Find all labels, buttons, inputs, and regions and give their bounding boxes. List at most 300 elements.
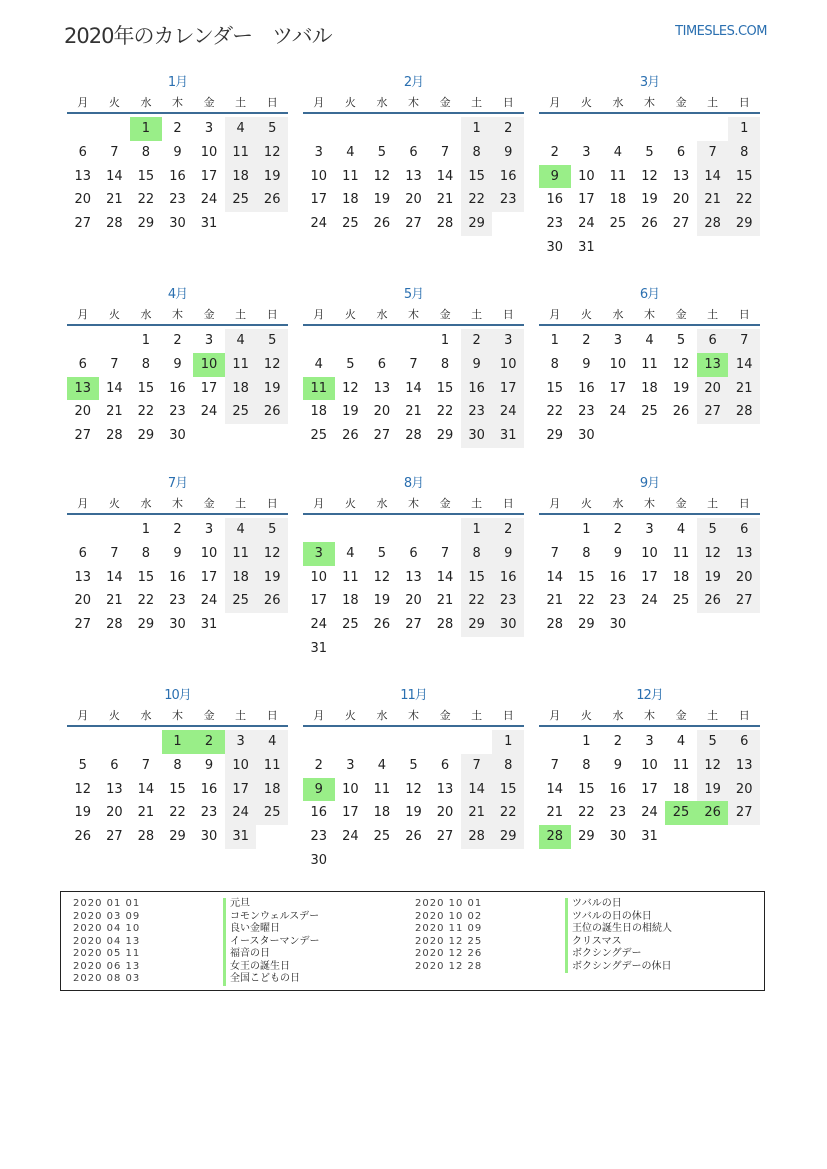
weekday-label: 火 <box>580 308 592 321</box>
day-cell: 29 <box>546 428 564 444</box>
month-name: 7月 <box>167 476 188 491</box>
weekday-label: 日 <box>738 709 750 722</box>
day-cell: 14 <box>405 380 422 396</box>
day-cell: 27 <box>697 400 729 424</box>
weekday-label: 木 <box>408 96 420 109</box>
holiday-day-cell: 26 <box>697 801 729 825</box>
holiday-name: 元旦 <box>223 898 250 911</box>
day-cell: 6 <box>78 144 87 160</box>
day-cell: 2 <box>492 518 524 542</box>
day-cell: 22 <box>728 188 760 212</box>
day-cell: 19 <box>373 192 391 208</box>
day-cell: 19 <box>373 593 391 609</box>
day-cell: 17 <box>225 778 257 802</box>
day-cell: 26 <box>641 216 658 232</box>
day-cell: 3 <box>645 734 654 749</box>
weekday-label: 水 <box>376 709 388 722</box>
day-cell: 20 <box>405 593 422 609</box>
day-cell: 23 <box>492 188 524 212</box>
day-cell: 2 <box>550 144 559 160</box>
day-cell: 17 <box>342 805 359 821</box>
day-cell: 25 <box>641 404 658 420</box>
day-cell: 2 <box>314 757 323 773</box>
day-cell: 20 <box>436 805 454 821</box>
day-cell: 11 <box>225 542 257 566</box>
day-cell: 18 <box>672 781 690 797</box>
day-cell: 8 <box>461 542 493 566</box>
weekday-label: 土 <box>707 308 719 321</box>
day-cell: 23 <box>609 805 627 821</box>
legend-row <box>73 911 320 924</box>
day-cell: 19 <box>342 404 359 420</box>
weekday-label: 日 <box>502 96 514 109</box>
weekday-label: 日 <box>266 308 278 321</box>
day-cell: 15 <box>461 566 493 590</box>
weekday-label: 水 <box>376 96 388 109</box>
day-cell: 22 <box>137 192 155 208</box>
day-cell: 12 <box>74 781 92 797</box>
day-cell: 24 <box>578 216 595 232</box>
day-cell: 1 <box>550 333 559 348</box>
legend-row <box>415 936 672 949</box>
holiday-name: 福音の日 <box>223 948 270 961</box>
day-cell: 15 <box>436 380 454 396</box>
day-cell: 21 <box>405 404 422 420</box>
weekday-label: 土 <box>707 96 719 109</box>
day-cell: 17 <box>200 380 218 396</box>
weekday-label: 金 <box>203 96 215 109</box>
day-cell: 21 <box>106 404 123 420</box>
holiday-name: クリスマス <box>565 936 622 949</box>
day-cell: 2 <box>173 333 182 348</box>
day-cell: 17 <box>200 569 218 585</box>
weekday-label: 月 <box>313 308 325 321</box>
holiday-date: 2020 05 11 <box>73 948 141 959</box>
day-cell: 11 <box>342 168 359 184</box>
day-cell: 10 <box>578 168 595 184</box>
day-cell: 10 <box>641 757 658 773</box>
day-cell: 19 <box>405 805 422 821</box>
day-cell: 28 <box>137 829 155 845</box>
legend-row <box>415 911 672 924</box>
day-cell: 23 <box>200 805 218 821</box>
day-cell: 2 <box>173 121 182 136</box>
weekday-label: 木 <box>172 709 184 722</box>
day-cell: 14 <box>106 569 123 585</box>
legend-row <box>73 936 320 949</box>
day-cell: 13 <box>74 168 92 184</box>
day-cell: 25 <box>342 216 359 232</box>
day-cell: 27 <box>436 829 454 845</box>
day-cell: 7 <box>110 545 119 561</box>
day-cell: 11 <box>373 781 391 797</box>
weekday-label: 水 <box>140 96 152 109</box>
holiday-date: 2020 10 01 <box>415 898 483 909</box>
holiday-date: 2020 04 10 <box>73 923 141 934</box>
month-name: 5月 <box>403 287 424 302</box>
day-cell: 22 <box>461 589 493 613</box>
day-cell: 14 <box>728 353 760 377</box>
legend-row <box>415 948 672 961</box>
day-cell: 23 <box>310 829 328 845</box>
day-cell: 4 <box>314 356 323 372</box>
holiday-day-cell: 28 <box>539 825 571 849</box>
day-cell: 24 <box>342 829 359 845</box>
day-cell: 14 <box>436 569 454 585</box>
day-cell: 7 <box>110 356 119 372</box>
day-cell: 20 <box>672 192 690 208</box>
day-cell: 14 <box>697 165 729 189</box>
weekday-label: 日 <box>738 308 750 321</box>
day-cell: 31 <box>492 424 524 448</box>
day-cell: 18 <box>609 192 627 208</box>
day-cell: 30 <box>609 617 627 633</box>
day-cell: 7 <box>110 144 119 160</box>
days-grid <box>303 329 524 448</box>
weekday-label: 土 <box>707 709 719 722</box>
holiday-date: 2020 01 01 <box>73 898 141 909</box>
day-cell: 20 <box>106 805 123 821</box>
weekday-label: 日 <box>738 497 750 510</box>
day-cell: 4 <box>676 734 686 749</box>
day-cell: 8 <box>582 545 591 561</box>
day-cell: 8 <box>492 754 524 778</box>
day-cell: 25 <box>373 829 391 845</box>
day-cell: 25 <box>256 801 288 825</box>
weekday-label: 金 <box>203 308 215 321</box>
day-cell: 19 <box>697 566 729 590</box>
day-cell: 18 <box>225 165 257 189</box>
day-cell: 12 <box>697 754 729 778</box>
weekday-label: 金 <box>439 709 451 722</box>
day-cell: 11 <box>225 353 257 377</box>
day-cell: 3 <box>582 144 591 160</box>
day-cell: 1 <box>461 117 493 141</box>
weekday-header <box>303 495 524 515</box>
day-cell: 3 <box>645 522 654 537</box>
day-cell: 17 <box>310 593 328 609</box>
day-cell: 25 <box>225 589 257 613</box>
month-block <box>303 473 524 661</box>
day-cell: 6 <box>676 144 686 160</box>
day-cell: 29 <box>578 617 595 633</box>
day-cell: 22 <box>492 801 524 825</box>
day-cell: 6 <box>440 757 450 773</box>
day-cell: 7 <box>550 757 559 773</box>
day-cell: 11 <box>256 754 288 778</box>
weekday-header <box>303 306 524 326</box>
month-name: 10月 <box>164 688 191 703</box>
day-cell: 24 <box>310 216 328 232</box>
day-cell: 12 <box>697 542 729 566</box>
day-cell: 15 <box>137 168 155 184</box>
day-cell: 27 <box>728 589 760 613</box>
weekday-label: 木 <box>644 497 656 510</box>
weekday-label: 木 <box>408 308 420 321</box>
days-grid <box>67 518 288 637</box>
day-cell: 20 <box>728 778 760 802</box>
day-cell: 5 <box>78 757 87 773</box>
weekday-label: 木 <box>644 96 656 109</box>
day-cell: 8 <box>582 757 591 773</box>
weekday-label: 土 <box>235 709 247 722</box>
day-cell: 13 <box>405 168 422 184</box>
holiday-name: ツバルの日の休日 <box>565 911 652 924</box>
weekday-label: 金 <box>203 497 215 510</box>
day-cell: 5 <box>377 144 387 160</box>
day-cell: 3 <box>492 329 524 353</box>
days-grid <box>303 518 524 661</box>
day-cell: 8 <box>461 141 493 165</box>
day-cell: 11 <box>609 168 627 184</box>
day-cell: 25 <box>609 216 627 232</box>
days-grid <box>67 329 288 448</box>
day-cell: 15 <box>546 380 564 396</box>
day-cell: 17 <box>200 168 218 184</box>
day-cell: 15 <box>461 165 493 189</box>
day-cell: 7 <box>728 329 760 353</box>
weekday-label: 火 <box>580 497 592 510</box>
day-cell: 15 <box>137 569 155 585</box>
day-cell: 10 <box>342 781 359 797</box>
month-block <box>303 685 524 873</box>
holiday-legend <box>60 891 765 991</box>
day-cell: 26 <box>373 216 391 232</box>
day-cell: 18 <box>342 192 359 208</box>
days-grid <box>67 730 288 849</box>
day-cell: 13 <box>106 781 123 797</box>
day-cell: 8 <box>173 757 182 773</box>
weekday-label: 水 <box>612 96 624 109</box>
holiday-name: ボクシングデーの休日 <box>565 961 672 974</box>
day-cell: 27 <box>74 216 92 232</box>
day-cell: 28 <box>106 428 123 444</box>
day-cell: 17 <box>609 380 627 396</box>
day-cell: 2 <box>461 329 493 353</box>
day-cell: 25 <box>225 188 257 212</box>
weekday-label: 日 <box>266 497 278 510</box>
holiday-date: 2020 06 13 <box>73 960 141 972</box>
weekday-label: 日 <box>266 709 278 722</box>
day-cell: 29 <box>492 825 524 849</box>
day-cell: 30 <box>578 428 595 444</box>
day-cell: 29 <box>137 216 155 232</box>
day-cell: 24 <box>200 593 218 609</box>
day-cell: 3 <box>613 333 623 348</box>
holiday-day-cell: 2 <box>193 730 225 754</box>
day-cell: 12 <box>256 353 288 377</box>
day-cell: 15 <box>492 778 524 802</box>
day-cell: 15 <box>578 569 595 585</box>
day-cell: 27 <box>74 428 92 444</box>
day-cell: 2 <box>613 522 623 537</box>
day-cell: 22 <box>546 404 564 420</box>
day-cell: 20 <box>728 566 760 590</box>
holiday-day-cell: 13 <box>67 377 99 401</box>
holiday-date: 2020 12 28 <box>415 960 483 972</box>
day-cell: 16 <box>492 165 524 189</box>
day-cell: 29 <box>461 613 493 637</box>
day-cell: 21 <box>728 377 760 401</box>
day-cell: 11 <box>672 757 690 773</box>
day-cell: 12 <box>256 141 288 165</box>
weekday-label: 月 <box>77 709 89 722</box>
legend-column-left <box>73 898 320 986</box>
weekday-label: 月 <box>77 96 89 109</box>
holiday-date: 2020 12 26 <box>415 948 483 959</box>
day-cell: 5 <box>697 518 729 542</box>
day-cell: 1 <box>492 730 524 754</box>
day-cell: 5 <box>377 545 387 561</box>
month-name: 11月 <box>400 688 427 703</box>
weekday-header <box>303 94 524 114</box>
day-cell: 10 <box>225 754 257 778</box>
legend-row <box>73 961 320 974</box>
month-name: 12月 <box>636 688 663 703</box>
day-cell: 19 <box>672 380 690 396</box>
day-cell: 24 <box>492 400 524 424</box>
day-cell: 12 <box>672 356 690 372</box>
weekday-label: 月 <box>77 497 89 510</box>
holiday-name: 女王の誕生日 <box>223 961 290 974</box>
day-cell: 22 <box>578 593 595 609</box>
day-cell: 26 <box>256 400 288 424</box>
weekday-label: 水 <box>140 497 152 510</box>
day-cell: 20 <box>405 192 422 208</box>
weekday-label: 木 <box>172 96 184 109</box>
day-cell: 7 <box>461 754 493 778</box>
month-block <box>539 284 760 448</box>
days-grid <box>539 518 760 637</box>
day-cell: 27 <box>405 216 422 232</box>
day-cell: 7 <box>550 545 559 561</box>
day-cell: 21 <box>436 192 454 208</box>
day-cell: 24 <box>641 805 658 821</box>
weekday-label: 金 <box>675 308 687 321</box>
weekday-label: 水 <box>612 497 624 510</box>
weekday-label: 木 <box>644 308 656 321</box>
weekday-label: 木 <box>172 497 184 510</box>
weekday-label: 日 <box>502 709 514 722</box>
day-cell: 31 <box>225 825 257 849</box>
day-cell: 4 <box>613 144 623 160</box>
day-cell: 13 <box>672 168 690 184</box>
day-cell: 29 <box>137 617 155 633</box>
day-cell: 6 <box>409 545 418 561</box>
day-cell: 18 <box>641 380 658 396</box>
weekday-label: 木 <box>172 308 184 321</box>
day-cell: 14 <box>546 781 564 797</box>
day-cell: 4 <box>645 333 654 348</box>
holiday-name: ツバルの日 <box>565 898 622 911</box>
day-cell: 8 <box>141 144 151 160</box>
day-cell: 13 <box>436 781 454 797</box>
holiday-day-cell: 1 <box>130 117 162 141</box>
day-cell: 26 <box>672 404 690 420</box>
legend-row <box>415 923 672 936</box>
weekday-header <box>67 94 288 114</box>
day-cell: 7 <box>409 356 418 372</box>
month-block <box>539 685 760 849</box>
site-logo[interactable]: TIMESLES.COM <box>675 24 767 39</box>
day-cell: 30 <box>461 424 493 448</box>
day-cell: 19 <box>697 778 729 802</box>
day-cell: 4 <box>256 730 288 754</box>
day-cell: 5 <box>697 730 729 754</box>
day-cell: 23 <box>492 589 524 613</box>
day-cell: 10 <box>641 545 658 561</box>
day-cell: 31 <box>200 617 218 633</box>
weekday-label: 月 <box>313 497 325 510</box>
weekday-label: 火 <box>344 497 356 510</box>
day-cell: 23 <box>169 404 186 420</box>
day-cell: 18 <box>225 377 257 401</box>
day-cell: 11 <box>641 356 658 372</box>
day-cell: 30 <box>169 216 186 232</box>
day-cell: 24 <box>641 593 658 609</box>
day-cell: 10 <box>609 356 627 372</box>
legend-row <box>415 898 672 911</box>
holiday-name: 王位の誕生日の相続人 <box>565 923 672 936</box>
weekday-label: 金 <box>439 96 451 109</box>
day-cell: 3 <box>204 333 214 348</box>
day-cell: 9 <box>173 356 182 372</box>
day-cell: 31 <box>641 829 658 845</box>
day-cell: 18 <box>342 593 359 609</box>
month-block <box>67 473 288 637</box>
day-cell: 23 <box>578 404 595 420</box>
month-name: 3月 <box>639 75 660 90</box>
day-cell: 29 <box>728 212 760 236</box>
holiday-name: イースターマンデー <box>223 936 320 949</box>
weekday-label: 火 <box>108 709 120 722</box>
day-cell: 27 <box>728 801 760 825</box>
day-cell: 24 <box>310 617 328 633</box>
day-cell: 24 <box>200 404 218 420</box>
day-cell: 2 <box>492 117 524 141</box>
day-cell: 31 <box>578 239 595 255</box>
day-cell: 6 <box>110 757 119 773</box>
month-name: 1月 <box>167 75 188 90</box>
day-cell: 28 <box>728 400 760 424</box>
weekday-label: 月 <box>549 709 561 722</box>
day-cell: 21 <box>106 593 123 609</box>
day-cell: 24 <box>609 404 627 420</box>
day-cell: 17 <box>310 192 328 208</box>
day-cell: 17 <box>641 781 658 797</box>
day-cell: 17 <box>492 377 524 401</box>
weekday-header <box>539 707 760 727</box>
day-cell: 29 <box>461 212 493 236</box>
day-cell: 21 <box>436 593 454 609</box>
day-cell: 11 <box>225 141 257 165</box>
day-cell: 30 <box>310 852 328 868</box>
day-cell: 7 <box>440 144 450 160</box>
day-cell: 28 <box>106 617 123 633</box>
day-cell: 19 <box>74 805 92 821</box>
day-cell: 25 <box>672 593 690 609</box>
legend-row <box>73 923 320 936</box>
day-cell: 12 <box>342 380 359 396</box>
day-cell: 9 <box>173 144 182 160</box>
weekday-label: 土 <box>471 308 483 321</box>
weekday-label: 日 <box>502 308 514 321</box>
day-cell: 20 <box>74 593 92 609</box>
day-cell: 28 <box>436 216 454 232</box>
day-cell: 9 <box>613 545 623 561</box>
day-cell: 3 <box>204 522 214 537</box>
day-cell: 12 <box>373 168 391 184</box>
